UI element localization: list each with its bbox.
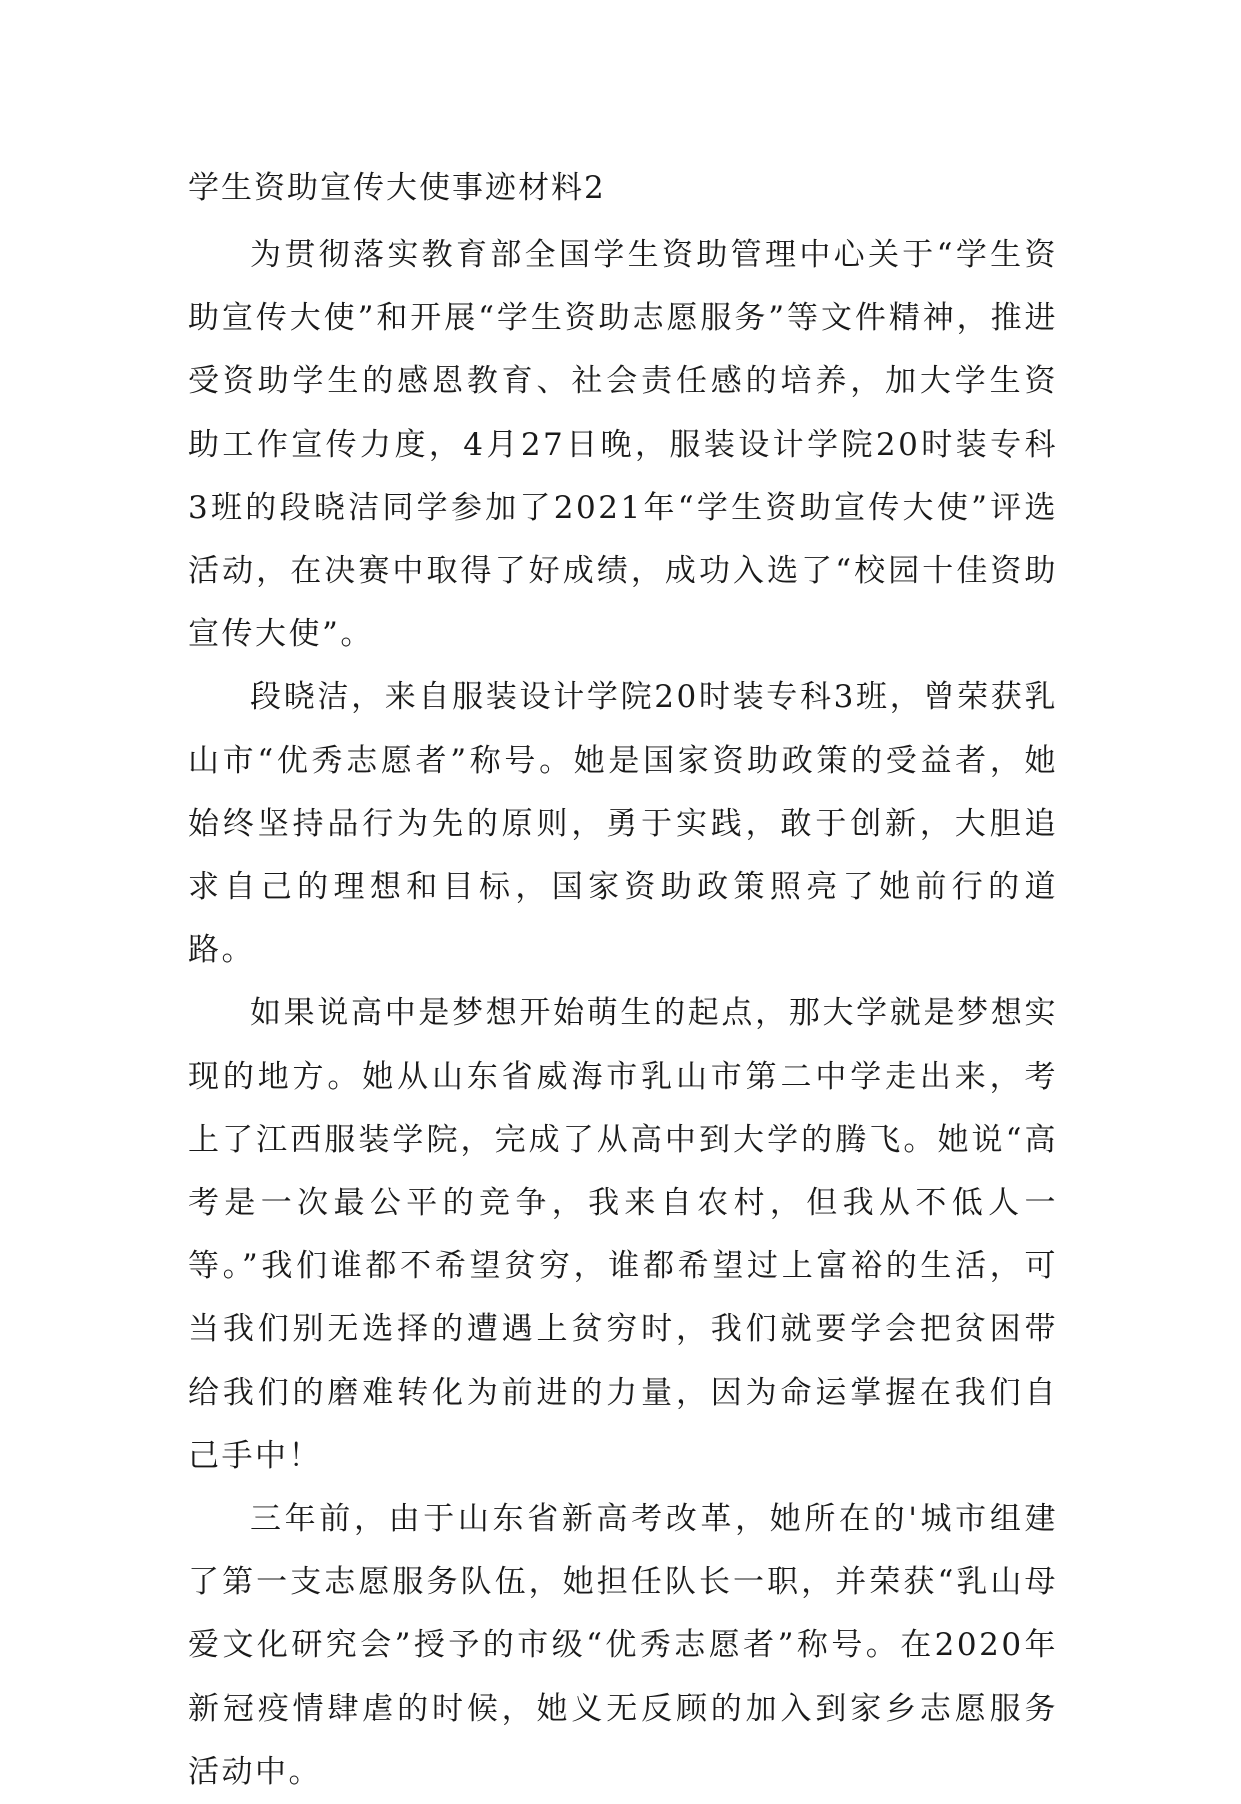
document-body	[188, 224, 1058, 1804]
paragraph-2: 段晓洁，来自服装设计学院20时装专科3班，曾荣获乳山市“优秀志愿者”称号。她是国家资助政策的受益者，她始终坚持品行为先的原则，勇于实践，敢于创新，大胆追求自己的理想和目标，国家资助政策照亮了她前行的道路。	[188, 679, 1058, 969]
document-title: 学生资助宣传大使事迹材料2	[188, 170, 606, 206]
paragraph-4: 三年前，由于山东省新高考改革，她所在的'城市组建了第一支志愿服务队伍，她担任队长一职，并荣获“乳山母爱文化研究会”授予的市级“优秀志愿者”称号。在2020年新冠疫情肆虐的时候，她义无反顾的加入到家乡志愿服务活动中。	[188, 1501, 1058, 1790]
paragraph-3: 如果说高中是梦想开始萌生的起点，那大学就是梦想实现的地方。她从山东省威海市乳山市第二中学走出来，考上了江西服装学院，完成了从高中到大学的腾飞。她说“高考是一次最公平的竞争，我来自农村，但我从不低人一等。”我们谁都不希望贫穷，谁都希望过上富裕的生活，可当我们别无选择的遭遇上贫穷时，我们就要学会把贫困带给我们的磨难转化为前进的力量，因为命运掌握在我们自己手中！	[188, 995, 1058, 1474]
paragraph-1: 为贯彻落实教育部全国学生资助管理中心关于“学生资助宣传大使”和开展“学生资助志愿服务”等文件精神，推进受资助学生的感恩教育、社会责任感的培养，加大学生资助工作宣传力度，4月27日晚，服装设计学院20时装专科3班的段晓洁同学参加了2021年“学生资助宣传大使”评选活动，在决赛中取得了好成绩，成功入选了“校园十佳资助宣传大使”。	[188, 237, 1058, 653]
